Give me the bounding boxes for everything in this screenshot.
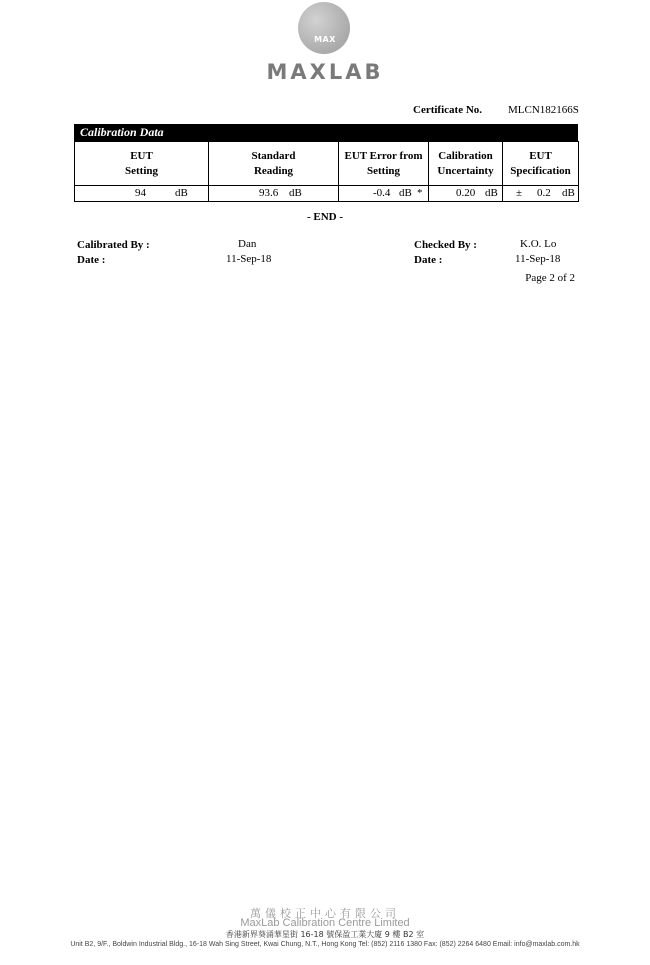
- section-title: Calibration Data: [80, 125, 164, 139]
- cell-specification: [503, 186, 579, 202]
- logo-wordmark: MAXLAB: [266, 60, 384, 84]
- calibrated-by-label: Calibrated By :: [77, 239, 150, 251]
- uncertainty-unit: dB: [485, 187, 498, 199]
- checked-by-name: K.O. Lo: [520, 238, 557, 250]
- eut-error-value: -0.4: [373, 187, 391, 199]
- footer-address-cn: 香港新界葵涌華星街 16-18 號保盈工業大廈 9 樓 B2 室: [225, 930, 425, 939]
- page-number: Page 2 of 2: [525, 272, 575, 284]
- logo-badge-text: MAX: [314, 35, 336, 44]
- footer-company-name-cn: 萬儀校正中心有限公司: [250, 907, 400, 920]
- checked-date-label: Date :: [414, 254, 443, 266]
- standard-reading-unit: dB: [289, 187, 302, 199]
- footer-company-name-en: MaxLab Calibration Centre Limited: [240, 917, 410, 929]
- certificate-number: MLCN182166S: [508, 104, 579, 116]
- checked-by-label: Checked By :: [414, 239, 477, 251]
- uncertainty-value: 0.20: [456, 187, 476, 199]
- calibrated-by-name: Dan: [238, 238, 257, 250]
- calibrated-date-label: Date :: [77, 254, 106, 266]
- header-specification: EUT Specification: [503, 142, 579, 186]
- specification-sign: ±: [516, 187, 523, 199]
- standard-reading-value: 93.6: [259, 187, 279, 199]
- footer-address-contact: Unit B2, 9/F., Boldwin Industrial Bldg., 16-18 Wah Sing Street, Kwai Chung, N.T., Hong Kong Tel: (852) 2116 1380 Fax: (852) 2264 6480 Email: info@maxlab.com.hk: [70, 941, 580, 948]
- cell-uncertainty: [429, 186, 503, 202]
- header-eut-setting: EUT Setting: [75, 142, 209, 186]
- calibrated-date: 11-Sep-18: [226, 253, 272, 265]
- table-row: [75, 186, 579, 202]
- cell-eut-error: [339, 186, 429, 202]
- eut-setting-value: 94: [135, 187, 146, 199]
- cell-eut-setting: [75, 186, 209, 202]
- eut-error-mark: *: [417, 187, 423, 199]
- specification-value: 0.2: [537, 187, 551, 199]
- eut-setting-unit: dB: [175, 187, 188, 199]
- table-header-row: [75, 142, 579, 186]
- end-marker: - END -: [306, 211, 344, 223]
- header-eut-error: EUT Error from Setting: [339, 142, 429, 186]
- checked-date: 11-Sep-18: [515, 253, 561, 265]
- eut-error-unit: dB: [399, 187, 412, 199]
- header-standard-reading: Standard Reading: [209, 142, 339, 186]
- header-uncertainty: Calibration Uncertainty: [429, 142, 503, 186]
- calibration-table: [74, 141, 579, 202]
- cell-standard-reading: [209, 186, 339, 202]
- certificate-label: Certificate No.: [413, 104, 483, 116]
- specification-unit: dB: [562, 187, 575, 199]
